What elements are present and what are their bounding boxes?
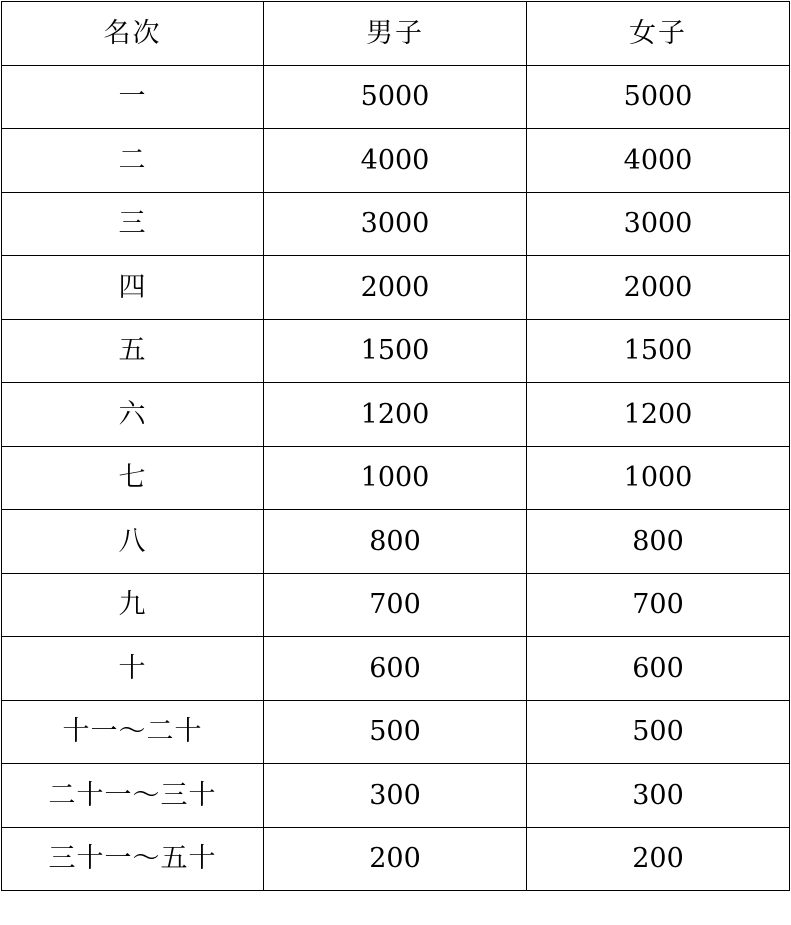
male-cell: 1000 [264,446,527,510]
table-row [2,65,790,129]
female-cell: 4000 [527,129,790,193]
table-row [2,319,790,383]
table-row [2,129,790,193]
female-cell: 300 [527,764,790,828]
female-cell: 200 [527,827,790,891]
male-cell: 200 [264,827,527,891]
female-cell: 1200 [527,383,790,447]
male-cell: 800 [264,510,527,574]
header-female: 女子 [527,2,790,66]
prize-table [1,1,790,891]
male-cell: 3000 [264,192,527,256]
rank-cell: 四 [2,256,264,320]
rank-cell: 二 [2,129,264,193]
header-male: 男子 [264,2,527,66]
male-cell: 600 [264,637,527,701]
female-cell: 500 [527,700,790,764]
female-cell: 1000 [527,446,790,510]
table-row [2,383,790,447]
table-row [2,192,790,256]
male-cell: 1200 [264,383,527,447]
rank-cell: 九 [2,573,264,637]
table-row [2,827,790,891]
female-cell: 700 [527,573,790,637]
table-header [2,2,790,66]
male-cell: 5000 [264,65,527,129]
female-cell: 2000 [527,256,790,320]
female-cell: 800 [527,510,790,574]
male-cell: 4000 [264,129,527,193]
rank-cell: 七 [2,446,264,510]
female-cell: 5000 [527,65,790,129]
rank-cell: 六 [2,383,264,447]
rank-cell: 三 [2,192,264,256]
male-cell: 1500 [264,319,527,383]
rank-cell: 五 [2,319,264,383]
table-row [2,764,790,828]
male-cell: 700 [264,573,527,637]
rank-cell: 三十一～五十 [2,827,264,891]
rank-cell: 八 [2,510,264,574]
male-cell: 300 [264,764,527,828]
header-rank: 名次 [2,2,264,66]
male-cell: 500 [264,700,527,764]
table-row [2,256,790,320]
female-cell: 3000 [527,192,790,256]
rank-cell: 十一～二十 [2,700,264,764]
female-cell: 600 [527,637,790,701]
rank-cell: 二十一～三十 [2,764,264,828]
rank-cell: 十 [2,637,264,701]
header-row [2,2,790,66]
table-row [2,637,790,701]
male-cell: 2000 [264,256,527,320]
table-row [2,446,790,510]
table-body [2,65,790,891]
female-cell: 1500 [527,319,790,383]
table-row [2,700,790,764]
rank-cell: 一 [2,65,264,129]
table-row [2,510,790,574]
table-row [2,573,790,637]
